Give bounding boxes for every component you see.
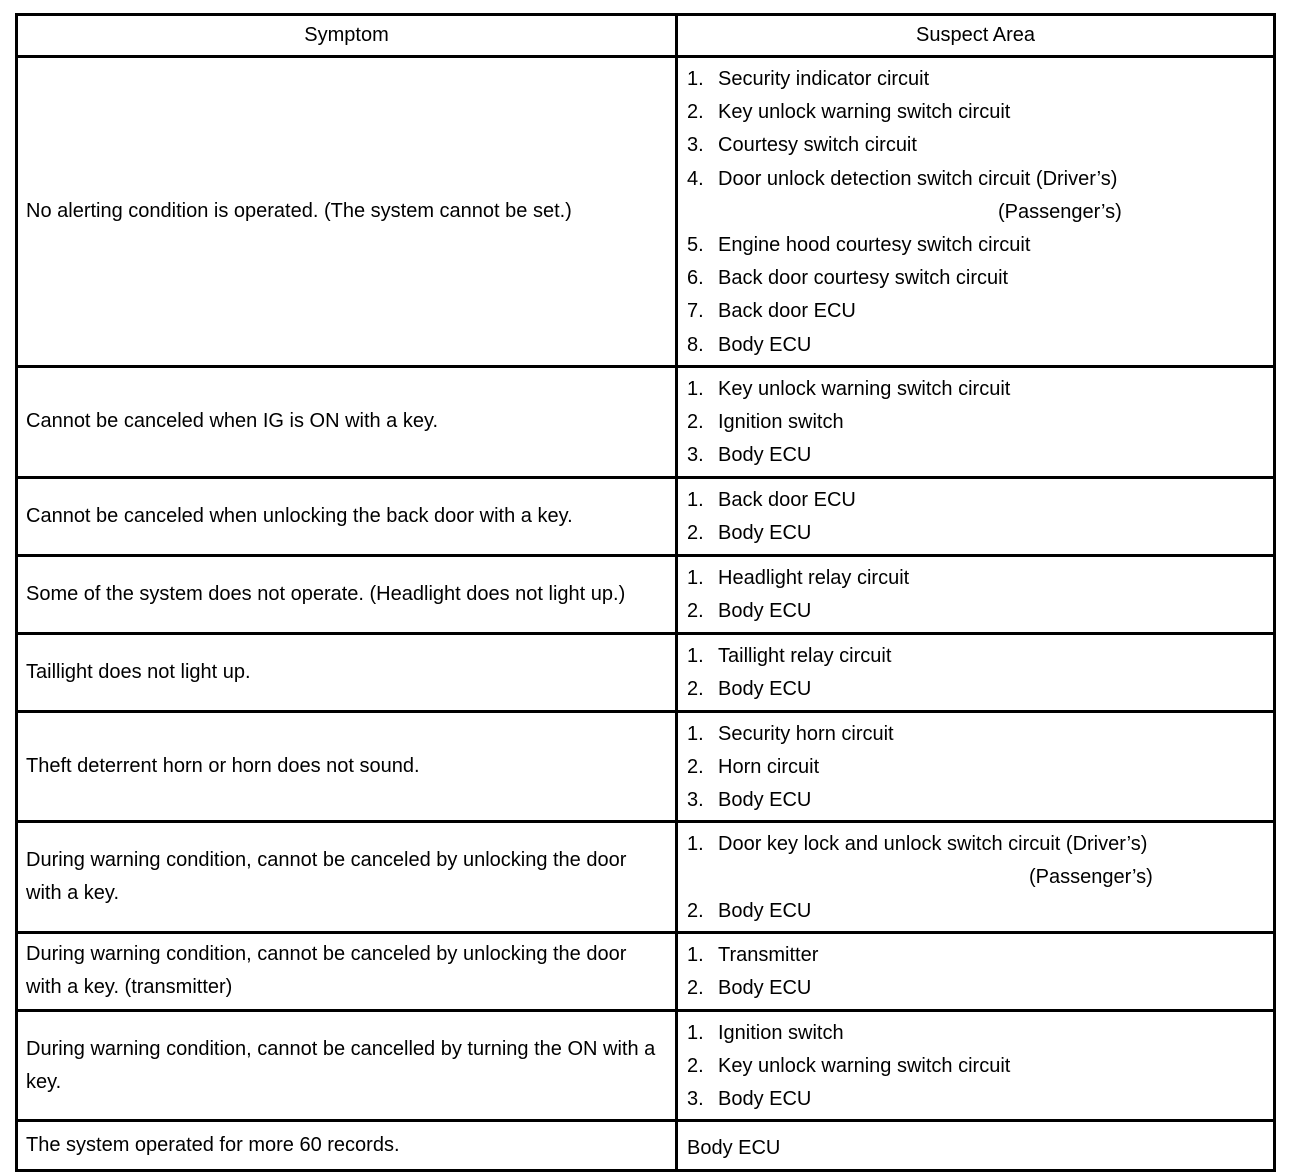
suspect-item-number: 3.	[687, 1088, 704, 1111]
suspect-item-number: 2.	[687, 755, 704, 778]
suspect-item-number: 2.	[687, 677, 704, 700]
suspect-item-number: 2.	[687, 1055, 704, 1078]
table-row	[17, 711, 1275, 822]
suspect-item-text: Key unlock warning switch circuit	[718, 378, 1011, 400]
suspect-item-text: Key unlock warning switch circuit	[718, 101, 1011, 124]
suspect-item-text: Back door ECU	[718, 488, 856, 511]
header-row	[17, 15, 1275, 57]
table-body	[17, 57, 1275, 1171]
suspect-item	[687, 784, 1265, 817]
suspect-item-text: Back door ECU	[718, 300, 856, 323]
suspect-item-text: Body ECU	[718, 899, 812, 922]
suspect-item	[687, 640, 1265, 673]
suspect-item-text: Engine hood courtesy switch circuit	[718, 234, 1031, 257]
suspect-item-text: Body ECU	[718, 677, 812, 700]
table-row	[17, 367, 1275, 478]
suspect-item	[687, 751, 1265, 784]
symptom-cell: No alerting condition is operated. (The system cannot be set.)	[17, 57, 677, 367]
suspect-item-text: Body ECU	[718, 1088, 812, 1111]
suspect-item	[687, 1050, 1265, 1083]
suspect-item-text: Horn circuit	[718, 755, 820, 778]
symptom-cell: Cannot be canceled when IG is ON with a key.	[17, 367, 677, 478]
suspect-area-cell	[677, 57, 1275, 367]
table-row	[17, 932, 1275, 1010]
suspect-item-text: Body ECU	[718, 599, 812, 622]
suspect-item	[687, 673, 1265, 706]
suspect-item-number: 1.	[687, 722, 704, 745]
suspect-item-text: Door unlock detection switch circuit (Driver’s)	[718, 167, 1118, 190]
suspect-item-text: Body ECU	[718, 789, 812, 812]
suspect-item-number: 3.	[687, 789, 704, 812]
symptom-cell: Some of the system does not operate. (Headlight does not light up.)	[17, 555, 677, 633]
suspect-item	[687, 262, 1265, 295]
suspect-item-text: Transmitter	[718, 943, 819, 966]
symptom-cell: Cannot be canceled when unlocking the back door with a key.	[17, 477, 677, 555]
symptom-cell: During warning condition, cannot be canceled by unlocking the door with a key. (transmitter)	[17, 932, 677, 1010]
symptom-cell: The system operated for more 60 records.	[17, 1121, 677, 1170]
suspect-item-number: 1.	[687, 566, 704, 589]
suspect-item-text: Ignition switch	[718, 1021, 844, 1044]
symptom-cell: During warning condition, cannot be cancelled by turning the ON with a key.	[17, 1010, 677, 1121]
suspect-item-text: Taillight relay circuit	[718, 644, 892, 667]
suspect-item	[687, 96, 1265, 129]
suspect-area-cell	[677, 477, 1275, 555]
suspect-item-number: 7.	[687, 300, 704, 323]
suspect-item-number: 1.	[687, 1021, 704, 1044]
suspect-item-number: 2.	[687, 101, 704, 124]
suspect-item-number: 2.	[687, 599, 704, 622]
symptom-header: Symptom	[17, 15, 677, 57]
suspect-item-text: Body ECU	[718, 977, 812, 1000]
table-row	[17, 477, 1275, 555]
symptom-cell: Taillight does not light up.	[17, 633, 677, 711]
suspect-item-text: Security indicator circuit	[718, 68, 930, 90]
suspect-item-text: Body ECU	[718, 444, 812, 467]
suspect-item	[687, 972, 1265, 1005]
troubleshooting-table	[15, 13, 1276, 1172]
suspect-item-number: 2.	[687, 977, 704, 1000]
suspect-area-cell	[677, 633, 1275, 711]
table-row	[17, 633, 1275, 711]
suspect-item	[687, 63, 1265, 96]
suspect-item-text: Headlight relay circuit	[718, 566, 910, 589]
suspect-item-continuation: (Passenger’s)	[998, 200, 1122, 223]
suspect-item-number: 1.	[687, 644, 704, 667]
table-row	[17, 1010, 1275, 1121]
suspect-item-number: 2.	[687, 899, 704, 922]
suspect-item-text: Courtesy switch circuit	[718, 134, 917, 157]
suspect-item	[687, 1017, 1265, 1050]
suspect-item-text: Ignition switch	[718, 411, 844, 434]
suspect-item	[687, 895, 1265, 928]
table-row	[17, 822, 1275, 933]
suspect-item	[687, 329, 1265, 362]
suspect-item-text: Security horn circuit	[718, 722, 894, 745]
suspect-item-number: 6.	[687, 267, 704, 290]
suspect-area-cell	[677, 822, 1275, 933]
suspect-area-header: Suspect Area	[677, 15, 1275, 57]
suspect-item	[687, 595, 1265, 628]
suspect-item-number: 2.	[687, 411, 704, 434]
suspect-item	[687, 562, 1265, 595]
symptom-cell: Theft deterrent horn or horn does not sound.	[17, 711, 677, 822]
table-row	[17, 555, 1275, 633]
suspect-item-number: 8.	[687, 333, 704, 356]
suspect-area-cell	[677, 367, 1275, 478]
suspect-item-number: 5.	[687, 234, 704, 257]
symptom-cell: During warning condition, cannot be canceled by unlocking the door with a key.	[17, 822, 677, 933]
suspect-item	[687, 718, 1265, 751]
suspect-item-text: Body ECU	[718, 521, 812, 544]
table-row	[17, 1121, 1275, 1170]
suspect-item	[687, 406, 1265, 439]
suspect-item	[687, 828, 1265, 861]
suspect-item-number: 3.	[687, 134, 704, 157]
suspect-item-number: 1.	[687, 68, 704, 90]
suspect-item-text: Back door courtesy switch circuit	[718, 267, 1009, 290]
suspect-item-text: Body ECU	[687, 1137, 781, 1160]
suspect-item	[687, 517, 1265, 550]
suspect-item	[687, 163, 1265, 196]
suspect-item	[687, 939, 1265, 972]
suspect-item	[687, 1083, 1265, 1116]
suspect-area-cell	[677, 1010, 1275, 1121]
suspect-item-number: 1.	[687, 488, 704, 511]
suspect-item	[687, 229, 1265, 262]
suspect-item-continuation: (Passenger’s)	[1029, 866, 1153, 889]
suspect-item-text: Key unlock warning switch circuit	[718, 1055, 1011, 1078]
suspect-item-number: 4.	[687, 167, 704, 190]
suspect-area-cell	[677, 1121, 1275, 1170]
suspect-item-text: Body ECU	[718, 333, 812, 356]
suspect-item	[687, 439, 1265, 472]
suspect-item	[687, 484, 1265, 517]
suspect-item-number: 1.	[687, 833, 704, 856]
suspect-item-number: 1.	[687, 378, 704, 400]
suspect-item-text: Door key lock and unlock switch circuit (Driver’s)	[718, 833, 1148, 856]
suspect-item	[687, 129, 1265, 162]
suspect-item	[687, 295, 1265, 328]
suspect-item-number: 3.	[687, 444, 704, 467]
suspect-area-cell	[677, 932, 1275, 1010]
suspect-item-number: 2.	[687, 521, 704, 544]
suspect-item	[687, 373, 1265, 406]
suspect-item-number: 1.	[687, 943, 704, 966]
table-row	[17, 57, 1275, 367]
suspect-area-cell	[677, 711, 1275, 822]
suspect-area-cell	[677, 555, 1275, 633]
